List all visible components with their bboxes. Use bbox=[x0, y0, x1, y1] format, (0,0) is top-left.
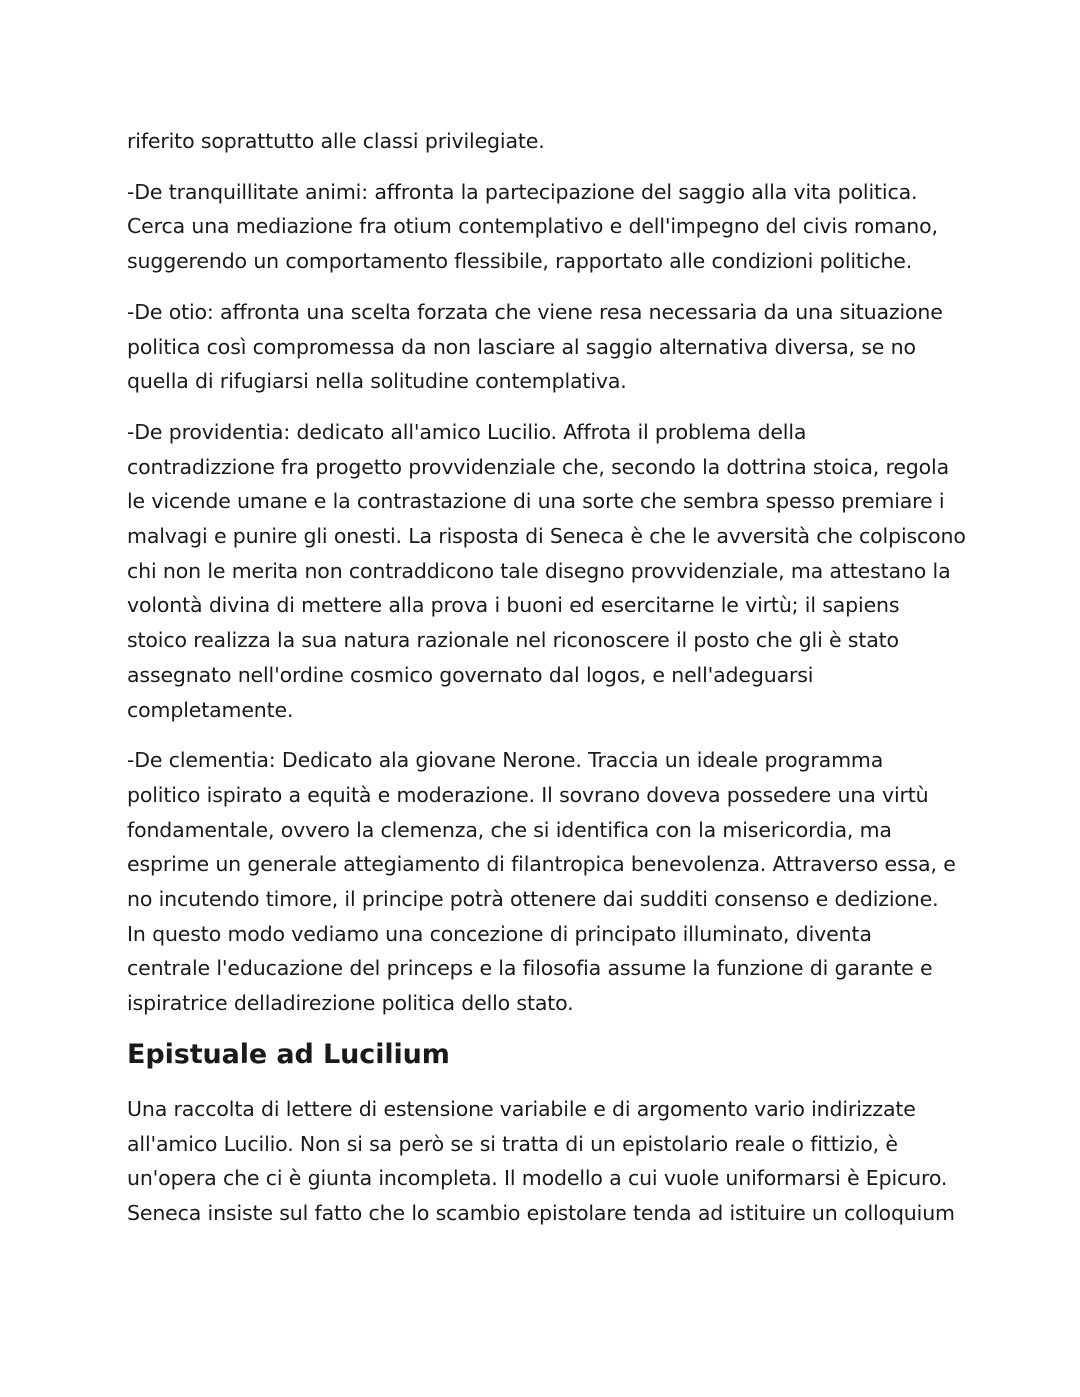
text-line: -De tranquillitate animi: affronta la partecipazione del saggio alla vita politica. bbox=[127, 179, 918, 204]
text-line: contradizzione fra progetto provvidenziale che, secondo la dottrina stoica, regola bbox=[127, 454, 949, 479]
text-line: assegnato nell'ordine cosmico governato dal logos, e nell'adeguarsi bbox=[127, 662, 814, 687]
text-line: Seneca insiste sul fatto che lo scambio epistolare tenda ad istituire un colloquium bbox=[127, 1200, 955, 1225]
text-line: quella di rifugiarsi nella solitudine contemplativa. bbox=[127, 369, 627, 394]
paragraph-epistulae-intro bbox=[127, 1092, 957, 1231]
text-line: -De clementia: Dedicato ala giovane Nerone. Traccia un ideale programma bbox=[127, 748, 884, 773]
document-page bbox=[127, 124, 966, 1247]
text-line: no incutendo timore, il principe potrà ottenere dai sudditi consenso e dedizione. bbox=[127, 887, 939, 912]
text-line: In questo modo vediamo una concezione di principato illuminato, diventa bbox=[127, 921, 872, 946]
paragraph-de-tranquillitate-animi bbox=[127, 175, 957, 279]
text-line: stoico realizza la sua natura razionale nel riconoscere il posto che gli è stato bbox=[127, 628, 899, 653]
text-line: volontà divina di mettere alla prova i buoni ed esercitarne le virtù; il sapiens bbox=[127, 593, 900, 618]
text-line: -De otio: affronta una scelta forzata che viene resa necessaria da una situazione bbox=[127, 299, 943, 324]
text-line: chi non le merita non contraddicono tale disegno provvidenziale, ma attestano la bbox=[127, 558, 951, 583]
section-heading: Epistuale ad Lucilium bbox=[127, 1038, 450, 1070]
text-line: -De providentia: dedicato all'amico Lucilio. Affrota il problema della bbox=[127, 419, 807, 444]
text-line: le vicende umane e la contrastazione di una sorte che sembra spesso premiare i bbox=[127, 489, 945, 514]
text-line: completamente. bbox=[127, 697, 294, 722]
paragraph-de-providentia bbox=[127, 415, 966, 727]
paragraph-intro-fragment bbox=[127, 124, 957, 159]
text-line: esprime un generale attegiamento di filantropica benevolenza. Attraverso essa, e bbox=[127, 852, 956, 877]
text-line: un'opera che ci è giunta incompleta. Il modello a cui vuole uniformarsi è Epicuro. bbox=[127, 1166, 948, 1191]
text-line: riferito soprattutto alle classi privilegiate. bbox=[127, 129, 545, 153]
text-line: politico ispirato a equità e moderazione. Il sovrano doveva possedere una virtù bbox=[127, 782, 929, 807]
text-line: malvagi e punire gli onesti. La risposta di Seneca è che le avversità che colpiscono bbox=[127, 524, 966, 549]
text-line: ispiratrice delladirezione politica dello stato. bbox=[127, 991, 574, 1016]
text-line: fondamentale, ovvero la clemenza, che si identifica con la misericordia, ma bbox=[127, 817, 892, 842]
text-line: politica così compromessa da non lasciare al saggio alternativa diversa, se no bbox=[127, 334, 916, 359]
paragraph-de-otio bbox=[127, 295, 957, 399]
text-line: centrale l'educazione del princeps e la filosofia assume la funzione di garante e bbox=[127, 956, 933, 981]
paragraph-de-clementia bbox=[127, 743, 957, 1021]
text-line: Cerca una mediazione fra otium contemplativo e dell'impegno del civis romano, bbox=[127, 214, 938, 239]
text-line: all'amico Lucilio. Non si sa però se si tratta di un epistolario reale o fittizio, è bbox=[127, 1131, 898, 1156]
text-line: Una raccolta di lettere di estensione variabile e di argomento vario indirizzate bbox=[127, 1096, 916, 1121]
text-line: suggerendo un comportamento flessibile, rapportato alle condizioni politiche. bbox=[127, 249, 913, 274]
